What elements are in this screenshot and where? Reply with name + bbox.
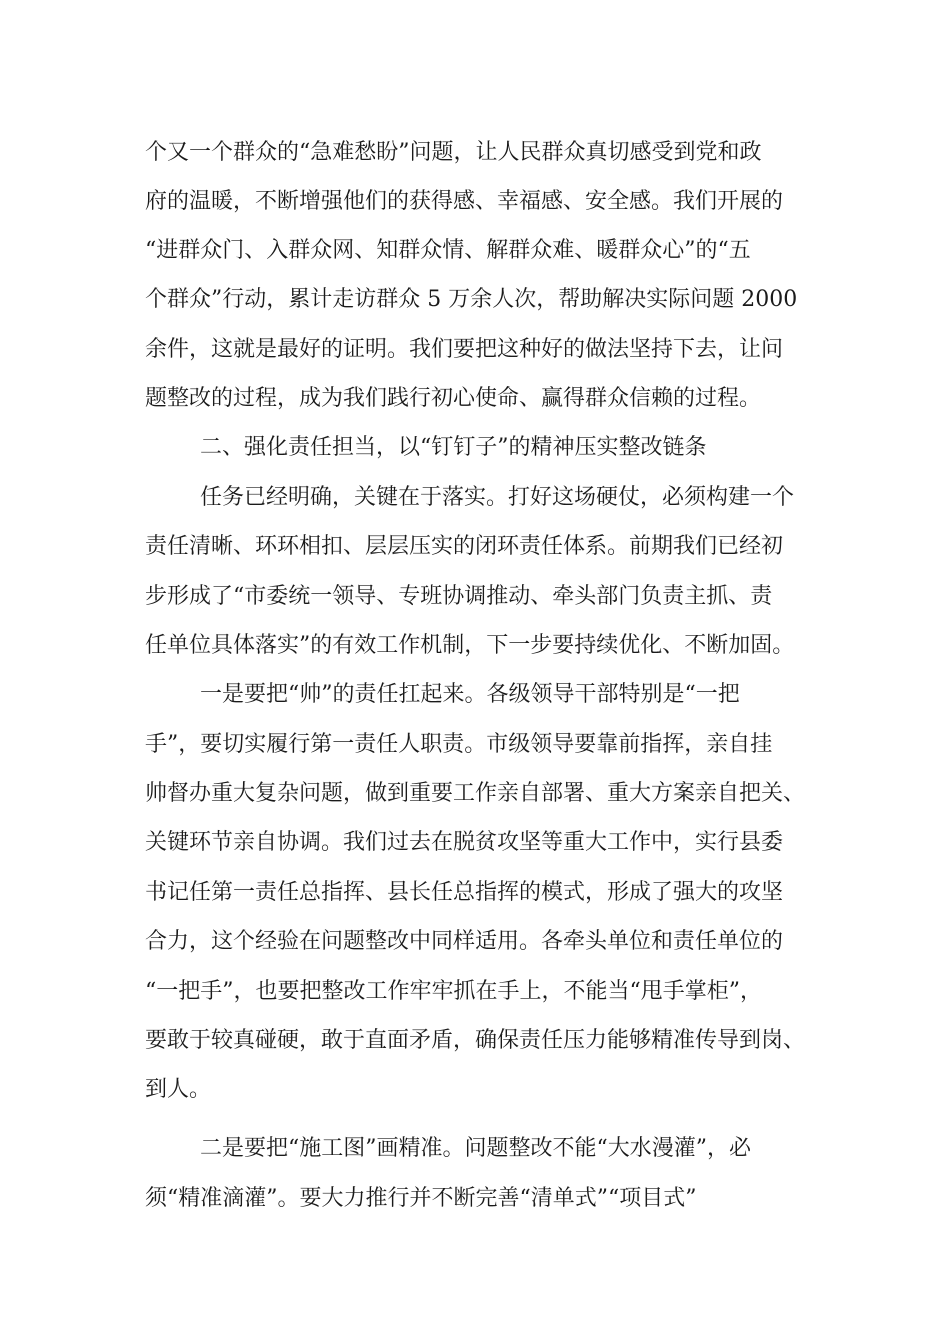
paragraph-line: “一把手”，也要把整改工作牢牢抓在手上，不能当“甩手掌柜”， [145,979,762,1004]
paragraph-line: 帅督办重大复杂问题，做到重要工作亲自部署、重大方案亲自把关、 [145,781,806,806]
paragraph-line: 合力，这个经验在问题整改中同样适用。各牵头单位和责任单位的 [145,929,784,954]
paragraph-line: 手”，要切实履行第一责任人职责。市级领导要靠前指挥，亲自挂 [145,732,773,757]
paragraph-line: 须“精准滴灌”。要大力推行并不断完善“清单式”“项目式” [145,1186,697,1211]
paragraph-line: 责任清晰、环环相扣、层层压实的闭环责任体系。前期我们已经初 [145,534,784,559]
paragraph-line: 个又一个群众的“急难愁盼”问题，让人民群众真切感受到党和政 [145,140,762,165]
paragraph-line: 任务已经明确，关键在于落实。打好这场硬仗，必须构建一个 [200,485,795,510]
paragraph-line: 府的温暖，不断增强他们的获得感、幸福感、安全感。我们开展的 [145,189,784,214]
paragraph-line: 余件，这就是最好的证明。我们要把这种好的做法坚持下去，让问 [145,337,784,362]
paragraph-line: 个群众”行动，累计走访群众 5 万余人次，帮助解决实际问题 2000 [145,287,798,312]
paragraph-line: 关键环节亲自协调。我们过去在脱贫攻坚等重大工作中，实行县委 [145,830,784,855]
paragraph-line: 题整改的过程，成为我们践行初心使命、赢得群众信赖的过程。 [145,386,762,411]
paragraph-line: 一是要把“帅”的责任扛起来。各级领导干部特别是“一把 [200,682,740,707]
paragraph-line: 步形成了“市委统一领导、专班协调推动、牵头部门负责主抓、责 [145,584,773,609]
paragraph-line: 二是要把“施工图”画精准。问题整改不能“大水漫灌”，必 [200,1136,751,1161]
paragraph-line: 任单位具体落实”的有效工作机制，下一步要持续优化、不断加固。 [145,633,795,658]
paragraph-line: 书记任第一责任总指挥、县长任总指挥的模式，形成了强大的攻坚 [145,880,784,905]
paragraph-line: “进群众门、入群众网、知群众情、解群众难、暖群众心”的“五 [145,238,751,263]
section-heading: 二、强化责任担当，以“钉钉子”的精神压实整改链条 [200,435,707,460]
paragraph-line: 到人。 [145,1077,212,1102]
paragraph-line: 要敢于较真碰硬，敢于直面矛盾，确保责任压力能够精准传导到岗、 [145,1028,806,1053]
